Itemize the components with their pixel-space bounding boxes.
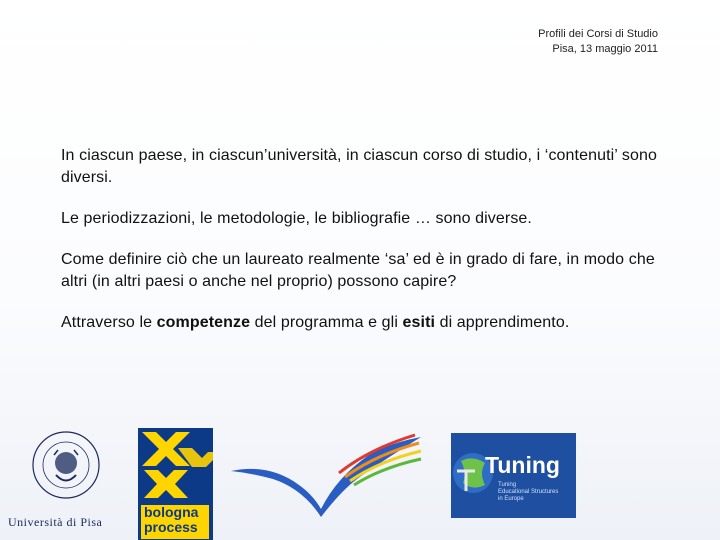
bologna-line-1: bologna <box>144 504 199 520</box>
tuning-wordmark: Tuning <box>485 452 560 478</box>
bologna-process-logo <box>138 428 213 540</box>
slide-body <box>61 145 661 353</box>
bologna-wordmark <box>141 505 209 539</box>
p4-mid: del programma e gli <box>250 314 403 331</box>
tuning-sub-3: in Europe <box>498 496 524 502</box>
p4-pre: Attraverso le <box>61 314 157 331</box>
wing-icon <box>229 433 424 518</box>
tuning-sub-2: Educational Structures <box>498 489 559 495</box>
paragraph-4 <box>61 312 661 334</box>
tuning-sub-1: Tuning <box>498 482 517 488</box>
header-title: Profili dei Corsi di Studio <box>538 28 658 40</box>
paragraph-2: Le periodizzazioni, le metodologie, le bibliografie … sono diverse. <box>61 210 532 227</box>
unipi-seal-icon <box>6 420 126 510</box>
bologna-line-2: process <box>144 519 198 535</box>
university-of-pisa-logo <box>6 420 126 530</box>
tuning-subtitle <box>498 482 558 503</box>
unipi-wordmark: Università di Pisa <box>8 515 103 529</box>
header-info <box>538 27 658 57</box>
p4-esiti: esiti <box>402 314 436 331</box>
p4-competenze: competenze <box>156 314 251 331</box>
wing-logo <box>229 433 424 518</box>
bologna-pattern-icon <box>138 428 213 506</box>
paragraph-1: In ciascun paese, in ciascun’università, in ciascun corso di studio, i ‘contenuti’ sono diversi. <box>61 147 657 186</box>
paragraph-3: Come definire ciò che un laureato realmente ‘sa’ ed è in grado di fare, in modo che altri (in altri paesi o anche nel proprio) possono capire? <box>61 251 655 290</box>
header-date: Pisa, 13 maggio 2011 <box>552 43 658 55</box>
tuning-logo <box>451 433 576 518</box>
p4-post: di apprendimento. <box>435 314 570 331</box>
